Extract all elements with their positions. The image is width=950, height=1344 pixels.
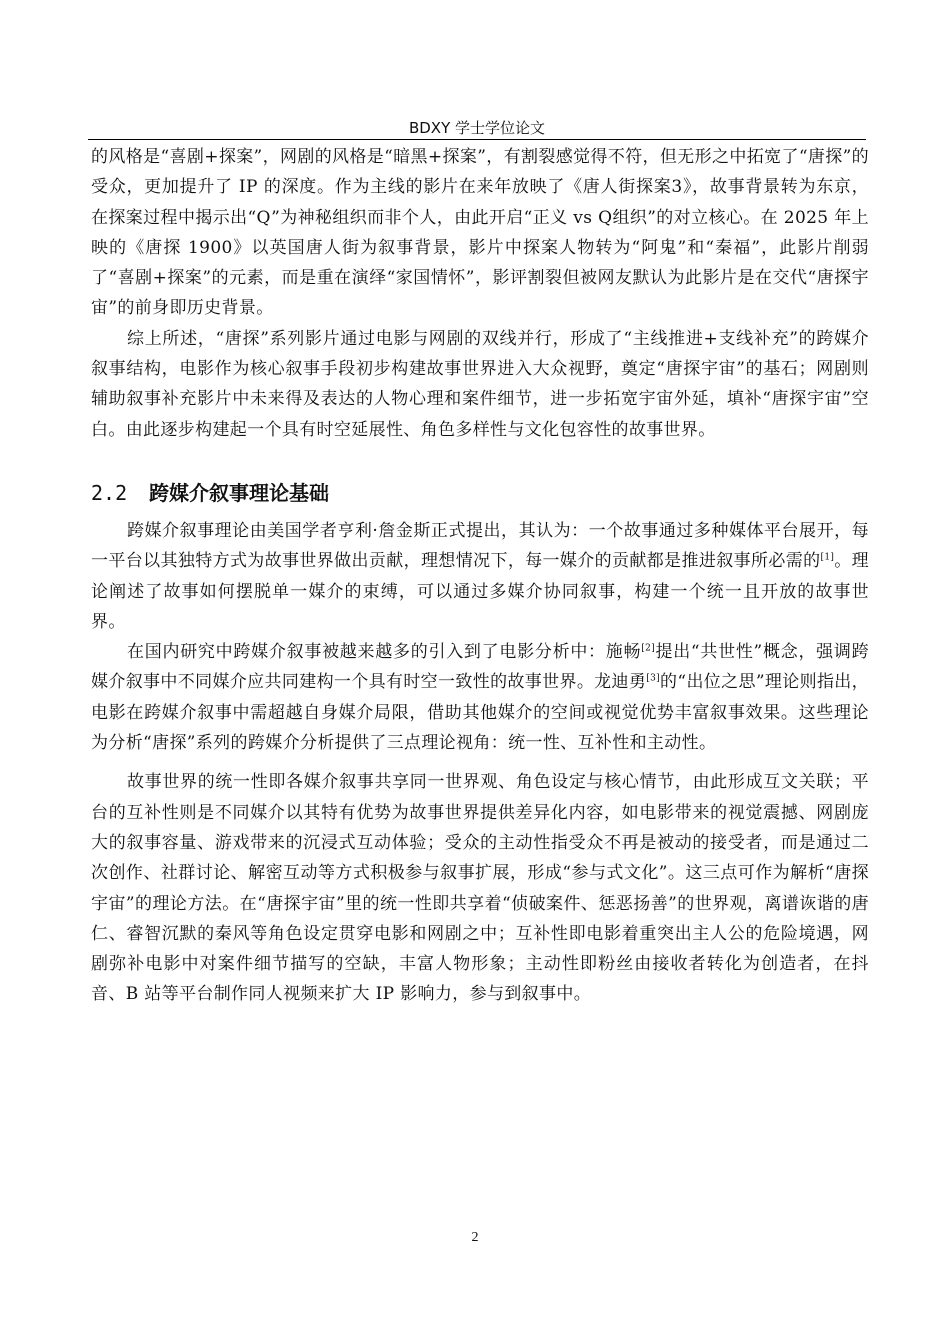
header-divider — [88, 139, 866, 140]
section-title: 跨媒介叙事理论基础 — [149, 480, 329, 505]
paragraph-style-comparison: 的风格是“喜剧+探案”，网剧的风格是“暗黑+探案”，有割裂感觉得不符，但无形之中拓宽了“唐探”的受众，更加提升了 IP 的深度。作为主线的影片在来年放映了《唐人街探案3》，故事背景转为东京，在探案过程中揭示出“Q”为神秘组织而非个人，由此开启“正义 vs Q组织”的对立核心。在 2025 年上映的《唐探 1900》以英国唐人街为叙事背景，影片中探案人物转为“阿鬼”和“秦福”，此影片削弱了“喜剧+探案”的元素，而是重在演绎“家国情怀”，影评割裂但被网友默认为此影片是在交代“唐探宇宙”的前身即历史背景。 — [91, 147, 869, 319]
page-number: 2 — [471, 1230, 479, 1245]
paragraph-text: 。理论阐述了故事如何摆脱单一媒介的束缚，可以通过多媒介协同叙事，构建一个统一且开放的故事世界。 — [91, 551, 870, 632]
paragraph-three-perspectives: 故事世界的统一性即各媒介叙事共享同一世界观、角色设定与核心情节，由此形成互文关联；平台的互补性则是不同媒介以其特有优势为故事世界提供差异化内容，如电影带来的视觉震撼、网剧庞大的叙事容量、游戏带来的沉浸式互动体验；受众的主动性指受众不再是被动的接受者，而是通过二次创作、社群讨论、解密互动等方式积极参与叙事扩展，形成“参与式文化”。这三点可作为解析“唐探宇宙”的理论方法。在“唐探宇宙”里的统一性即共享着“侦破案件、惩恶扬善”的世界观，离谱诙谐的唐仁、睿智沉默的秦风等角色设定贯穿电影和网剧之中；互补性即电影着重突出主人公的危险境遇，网剧弥补电影中对案件细节描写的空缺，丰富人物形象；主动性即粉丝由接收者转化为创造者，在抖音、B 站等平台制作同人视频来扩大 IP 影响力，参与到叙事中。 — [91, 772, 869, 1005]
citation-ref-3: [3] — [646, 673, 661, 684]
paragraph-text: 的“出位之思”理论则指出，电影在跨媒介叙事中需超越自身媒介局限，借助其他媒介的空间或视觉优势丰富叙事效果。这些理论为分析“唐探”系列的跨媒介分析提供了三点理论视角：统一性、互补性和主动性。 — [91, 672, 869, 754]
paragraph-gap — [91, 758, 869, 767]
paragraph-summary: 综上所述，“唐探”系列影片通过电影与网剧的双线并行，形成了“主线推进+支线补充”的跨媒介叙事结构，电影作为核心叙事手段初步构建故事世界进入大众视野，奠定“唐探宇宙”的基石；网剧则辅助叙事补充影片中未来得及表达的人物心理和案件细节，进一步拓宽宇宙外延，填补“唐探宇宙”空白。由此逐步构建起一个具有时空延展性、角色多样性与文化包容性的故事世界。 — [91, 328, 869, 440]
paragraph-text: 提出“共世性”概念，强调跨媒介叙事中不同媒介应共同建构一个具有时空一致性的故事世界。龙迪勇 — [91, 642, 869, 693]
paragraph-text: 在国内研究中跨媒介叙事被越来越多的引入到了电影分析中：施畅 — [127, 642, 642, 663]
section-heading — [91, 478, 869, 508]
citation-ref-2: [2] — [641, 643, 656, 654]
citation-ref-1: [1] — [820, 552, 835, 563]
thesis-body — [91, 142, 869, 1010]
paragraph-text: 跨媒介叙事理论由美国学者亨利·詹金斯正式提出，其认为：一个故事通过多种媒体平台展开，每一平台以其独特方式为故事世界做出贡献，理想情况下，每一媒介的贡献都是推进叙事所必需的 — [91, 520, 869, 572]
section-number: 2.2 — [91, 480, 128, 505]
paragraph-jenkins-theory — [91, 516, 869, 637]
running-header: BDXY 学士学位论文 — [408, 119, 546, 137]
paragraph-domestic-research — [91, 637, 869, 758]
